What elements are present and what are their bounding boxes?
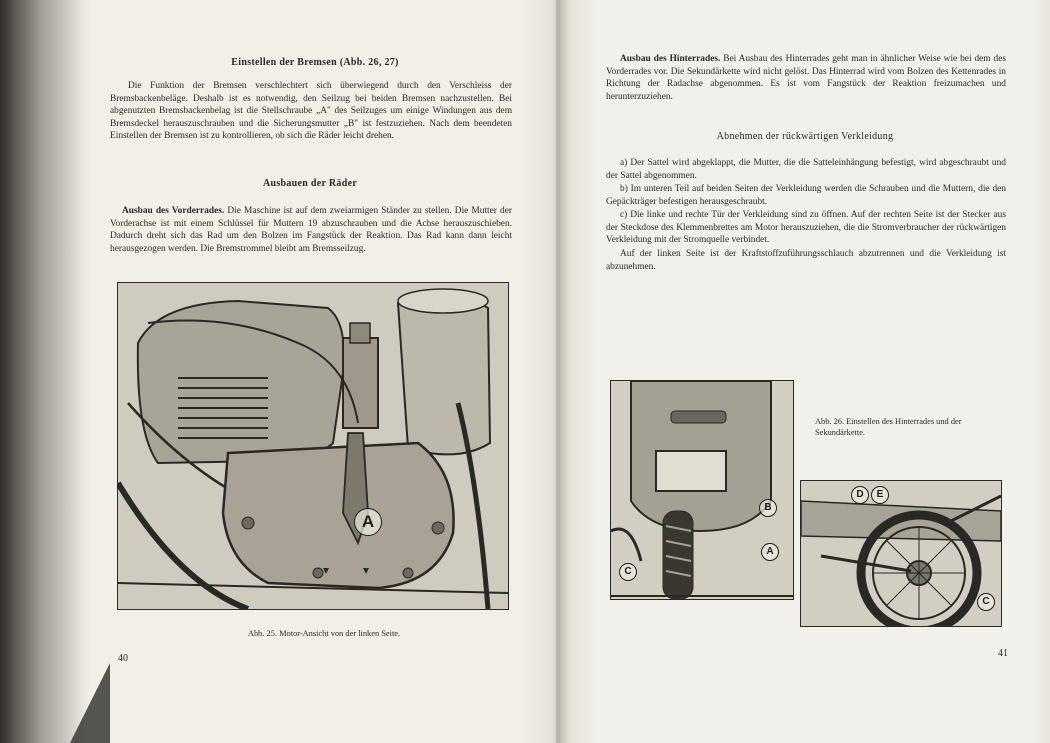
rear-callout-c: C	[619, 563, 637, 581]
rear-figure-caption: Abb. 26. Einstellen des Hinterrades und der Sekundärkette.	[815, 417, 962, 437]
engine-callout-a: A	[354, 508, 382, 536]
rear-callout-b: B	[759, 499, 777, 517]
engine-figure-caption: Abb. 25. Motor-Ansicht von der linken Seite.	[247, 629, 401, 638]
rear-wheel-figure	[800, 480, 1002, 627]
heading-wheels: Ausbauen der Räder	[262, 178, 358, 189]
wheel-callout-c: C	[977, 593, 995, 611]
heading-brakes: Einstellen der Bremsen (Abb. 26, 27)	[231, 57, 399, 68]
page-corner-shadow	[70, 663, 110, 743]
rear-view-illustration	[611, 381, 793, 599]
rear-wheel-illustration	[801, 481, 1001, 626]
front-wheel-text: Die Maschine ist auf dem zweiarmigen Ständer zu stellen. Die Mutter der Vorderachse ist mit einem Schlüssel für Muttern 19 abzuschrauben und die Achse herauszuschieben. Dadurch dreht sich das Rad um den Bolzen im Fangstück der Reaktion. Das Rad kann dann leicht herausgezogen werden. Die Bremstrommel bleibt am Bremsseilzug.	[110, 206, 512, 254]
brakes-paragraph: Die Funktion der Bremsen verschlechtert sich überwiegend durch den Verschleiss der Bremsbackenbeläge. Deshalb ist es notwendig, den Seilzug bei beiden Bremsen nachzustellen. Bei abgenutzten Bremsbackenbelag ist die Stellschraube „A" des Seilzuges um einige Windungen aus dem Bremsdeckel herauszuschrauben und die Sicherungsmutter „B" ist festzuziehen. Nach dem beendeten Einstellen der Bremsen ist zu kontrollieren, ob sich die Räder leicht drehen.	[110, 81, 512, 141]
engine-illustration	[118, 283, 508, 609]
cover-step-c: c) Die linke und rechte Tür der Verkleidung sind zu öffnen. Auf der rechten Seite ist der Stecker aus der Steckdose des Klemmenbrettes am Motor herauszuziehen, die die Stromverbraucher der rückwärtigen Verkleidung mit der Stromquelle verbindet.	[606, 210, 1006, 245]
page-number-left: 40	[118, 653, 128, 664]
page-edge-shadow	[0, 0, 90, 743]
engine-figure	[117, 282, 509, 610]
rear-wheel-paragraph	[606, 53, 1006, 103]
cover-step-a: a) Der Sattel wird abgeklappt, die Mutter, die die Satteleinhängung befestigt, wird abgeschraubt und der Sattel abgenommen.	[606, 158, 1006, 181]
front-wheel-lead: Ausbau des Vorderrades.	[122, 206, 225, 216]
rear-wheel-lead: Ausbau des Hinterrades.	[620, 54, 721, 64]
wheel-callout-d: D	[851, 486, 869, 504]
rear-callout-a: A	[761, 543, 779, 561]
cover-step-d: Auf der linken Seite ist der Kraftstoffzuführungsschlauch abzutrennen und die Verkleidung ist abzunehmen.	[606, 249, 1006, 272]
heading-rear-cover: Abnehmen der rückwärtigen Verkleidung	[716, 131, 894, 142]
page-number-right: 41	[998, 648, 1008, 659]
front-wheel-paragraph	[110, 205, 512, 255]
right-page	[560, 0, 1050, 743]
rear-wheel-text: Bei Ausbau des Hinterrades geht man in ähnlicher Weise wie bei dem des Vorderrades vor. Die Sekundärkette wird nicht gelöst. Das Hinterrad wird vom Bolzen des Kettenrades in Richtung der Radachse abgenommen. Es ist vom Fangstück der Reaktion freizumachen und herunterzuziehen.	[606, 54, 1006, 102]
cover-step-b: b) Im unteren Teil auf beiden Seiten der Verkleidung werden die Schrauben und die Muttern, die den Gepäckträger befestigen herausgeschraubt.	[606, 184, 1006, 207]
wheel-callout-e: E	[871, 486, 889, 504]
rear-view-figure	[610, 380, 794, 600]
